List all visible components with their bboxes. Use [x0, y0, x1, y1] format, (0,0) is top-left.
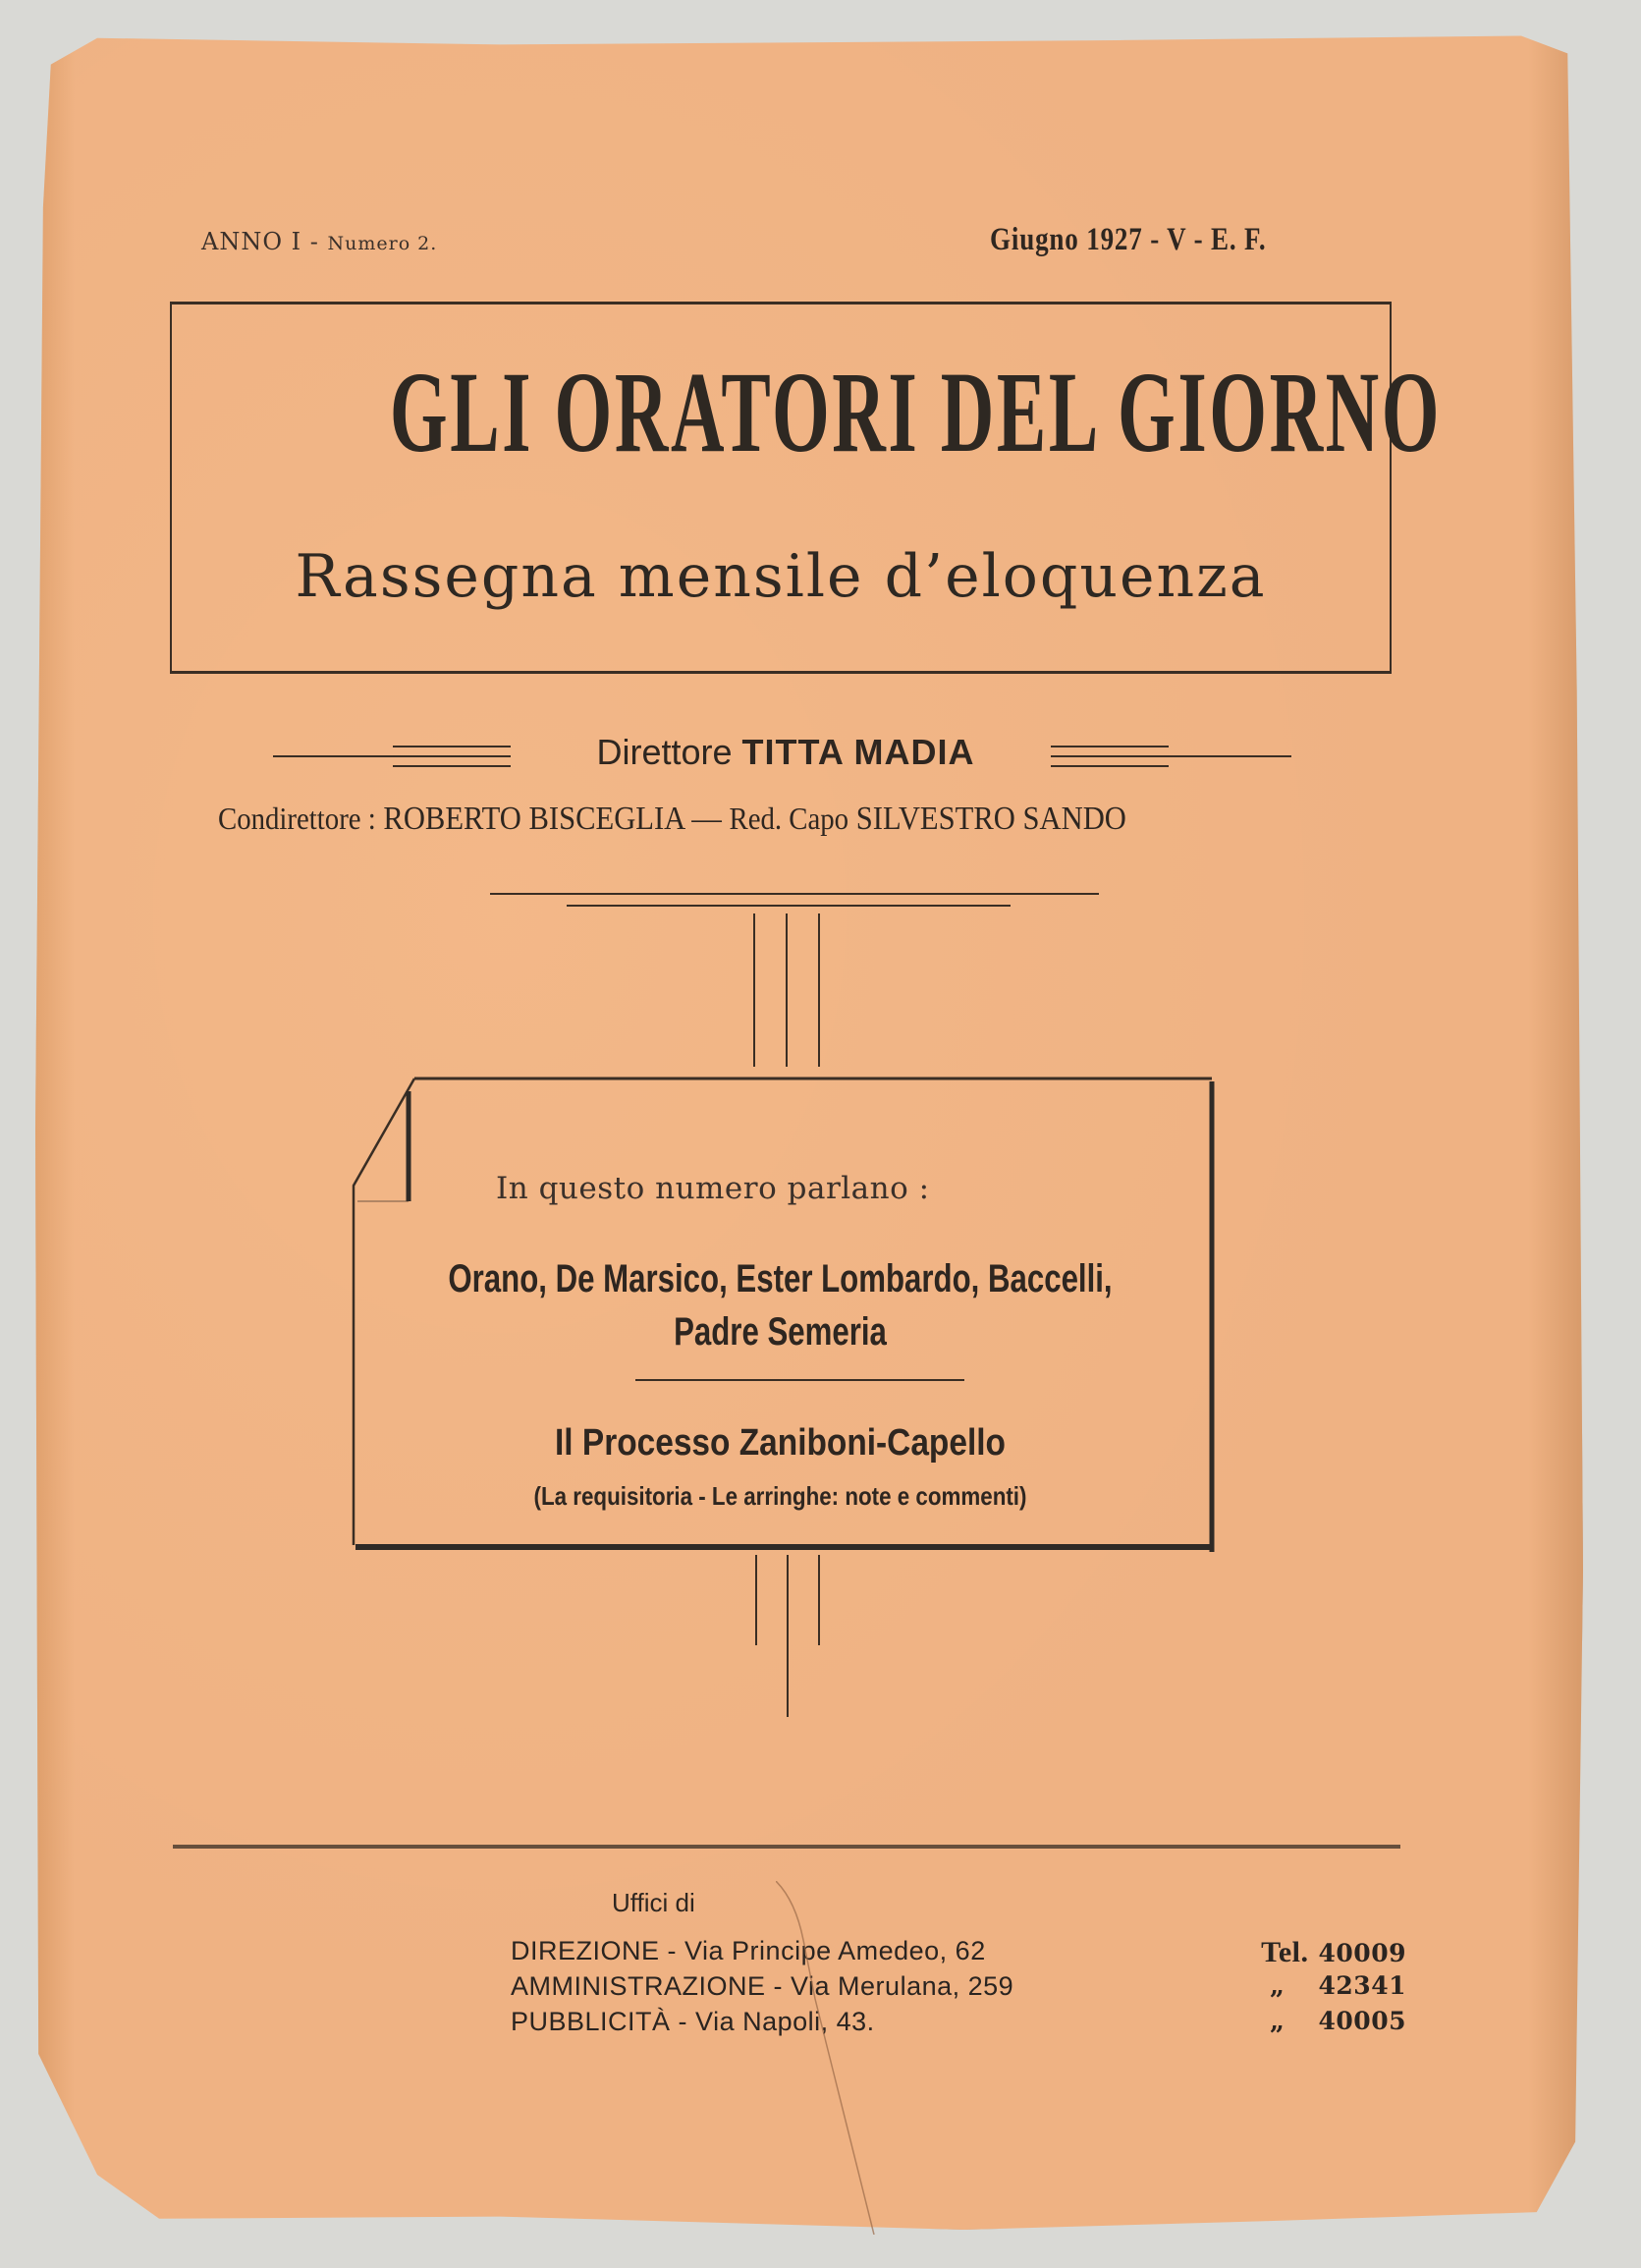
editorial-staff-line [218, 801, 1261, 838]
phone-number: 40005 [1318, 2007, 1406, 2035]
codirector-label: Condirettore : [218, 801, 376, 836]
office-phone [1270, 1971, 1406, 2001]
ornament-vertical [818, 913, 820, 1067]
ornament-vertical [787, 1555, 789, 1717]
office-name: PUBBLICITÀ [511, 2007, 671, 2036]
issue-date: Giugno 1927 - V - E. F. [990, 222, 1267, 257]
contents-intro: In questo numero parlano : [496, 1171, 930, 1206]
issue-number [201, 228, 437, 255]
ornament-vertical [818, 1555, 820, 1645]
offices-heading: Uffici di [612, 1888, 695, 1917]
issue-year-label: ANNO I [201, 228, 302, 255]
magazine-title: GLI ORATORI DEL GIORNO [389, 348, 1443, 476]
office-row: DIREZIONE - Via Principe Amedeo, 62 Tel. 40009 [511, 1936, 1406, 1968]
office-address: Via Napoli, 43. [695, 2007, 875, 2036]
magazine-subtitle: Rassegna mensile d’eloquenza [295, 542, 1267, 611]
phone-number: 40009 [1318, 1939, 1406, 1967]
phone-label: Tel. [1261, 1936, 1309, 1968]
phone-number: 42341 [1318, 1971, 1406, 2000]
ornament-rule [490, 893, 1099, 895]
paper-crack [776, 1881, 894, 2235]
editor-label: Red. Capo [729, 801, 849, 836]
director-label: Direttore [596, 732, 733, 772]
feature-subtitle: (La requisitoria - Le arringhe: note e commenti) [533, 1481, 1027, 1511]
phone-label: „ [1270, 1971, 1285, 2001]
office-row: PUBBLICITÀ - Via Napoli, 43. „ 40005 [511, 2007, 1406, 2036]
staff-separator: — [691, 801, 722, 837]
ornament-vertical [753, 913, 755, 1067]
office-name: DIREZIONE [511, 1936, 660, 1965]
office-address: Via Merulana, 259 [791, 1971, 1014, 2001]
editor-name: SILVESTRO SANDO [855, 801, 1126, 837]
office-row: AMMINISTRAZIONE - Via Merulana, 259 „ 42341 [511, 1971, 1406, 2001]
office-name: AMMINISTRAZIONE [511, 1971, 766, 2001]
phone-label: „ [1270, 2007, 1285, 2036]
footer-divider [173, 1845, 1400, 1849]
speakers-list [441, 1252, 1119, 1358]
ornament-vertical [755, 1555, 757, 1645]
feature-title: Il Processo Zaniboni-Capello [555, 1422, 1006, 1464]
director-line [196, 732, 1375, 773]
speakers-line: Padre Semeria [674, 1310, 887, 1354]
ornament-vertical [786, 913, 788, 1067]
issue-separator: - [301, 228, 328, 255]
office-phone [1261, 1936, 1406, 1969]
issue-number-label: Numero 2. [327, 233, 438, 254]
director-name: TITTA MADIA [741, 732, 975, 772]
ornament-rule [567, 905, 1011, 907]
office-phone [1270, 2007, 1406, 2036]
codirector-name: ROBERTO BISCEGLIA [383, 801, 684, 837]
office-address: Via Principe Amedeo, 62 [684, 1936, 986, 1965]
speakers-line: Orano, De Marsico, Ester Lombardo, Baccelli, [448, 1257, 1113, 1300]
